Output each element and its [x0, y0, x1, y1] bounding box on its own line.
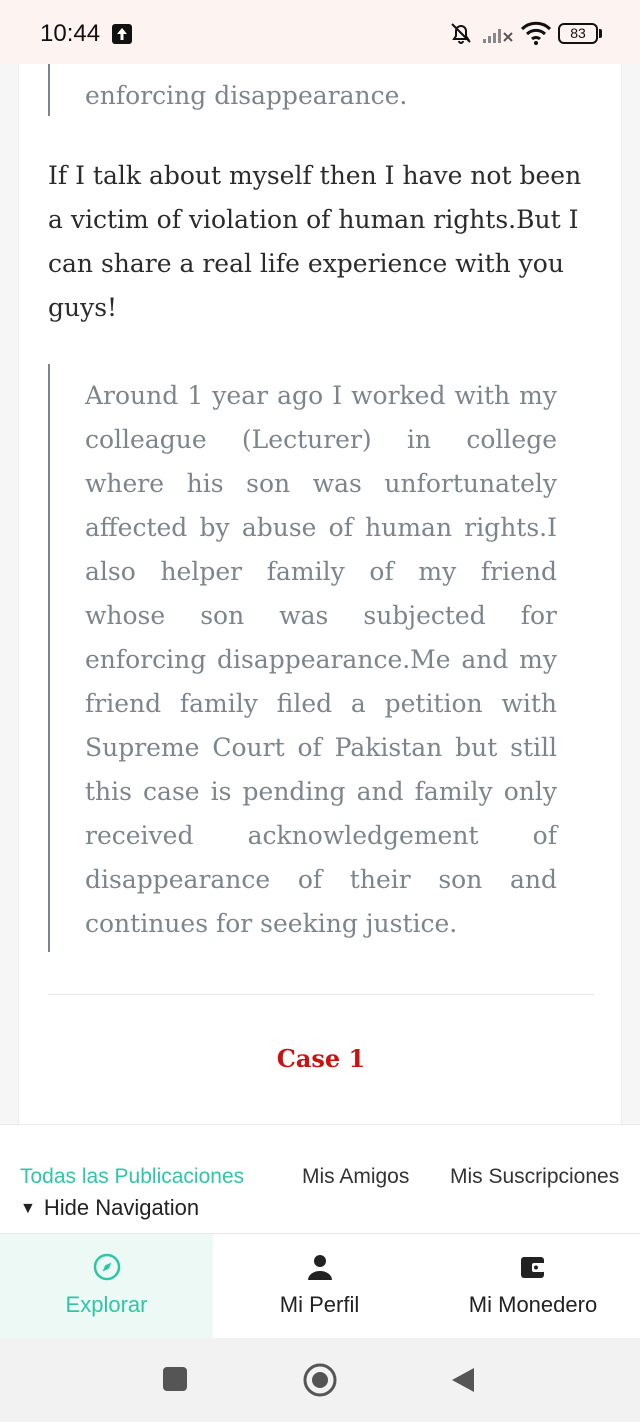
user-icon — [305, 1252, 335, 1287]
battery-level: 83 — [570, 25, 586, 41]
triangle-back-icon — [450, 1366, 476, 1394]
battery-nub — [599, 29, 602, 38]
quote-top-last-line: enforcing disappearance. — [85, 81, 408, 110]
bell-off-icon — [448, 20, 474, 51]
compass-icon — [92, 1252, 122, 1287]
wallet-icon — [518, 1252, 548, 1287]
feed-tabs — [0, 1159, 640, 1188]
signal-icon — [482, 24, 514, 49]
back-button[interactable] — [450, 1366, 476, 1399]
home-button[interactable] — [302, 1362, 338, 1403]
wifi-icon — [520, 21, 552, 50]
status-bar — [0, 0, 640, 64]
nav-explore[interactable] — [0, 1234, 213, 1340]
navigation-panel — [0, 1124, 640, 1338]
article-paragraph: If I talk about myself then I have not been a victim of violation of human rights.But I can share a real life experience with you guys! — [48, 161, 582, 322]
system-navigation-bar — [0, 1338, 640, 1422]
divider — [48, 994, 594, 995]
triangle-down-icon: ▼ — [20, 1200, 36, 1217]
hide-navigation-toggle[interactable] — [20, 1195, 199, 1221]
article-scroll-area[interactable] — [0, 64, 640, 1124]
tab-all-posts[interactable]: Todas las Publicaciones — [20, 1165, 245, 1188]
blockquote-main-text: Around 1 year ago I worked with my colleague (Lecturer) in college where his son was unfortunately affected by abuse of human rights.I also helper family of my friend whose son was subjected for enforcing disappearance.Me and my friend family filed a petition with Supreme Court of Pakistan but still this case is pending and family only received acknowledgement of disappearance of their son and continues for seeking justice. — [85, 381, 557, 938]
upload-icon — [112, 24, 132, 44]
tab-my-friends[interactable]: Mis Amigos — [302, 1165, 410, 1188]
article-card — [18, 54, 622, 1134]
nav-my-profile-label: Mi Perfil — [279, 1292, 360, 1317]
blockquote-main — [48, 364, 574, 952]
circle-icon — [302, 1362, 338, 1398]
tab-my-subscriptions[interactable]: Mis Suscripciones — [450, 1165, 620, 1188]
recents-button[interactable] — [162, 1366, 188, 1397]
battery-icon — [558, 23, 598, 44]
nav-explore-label: Explorar — [65, 1292, 148, 1317]
nav-my-wallet[interactable] — [426, 1234, 640, 1340]
hide-navigation-label: Hide Navigation — [43, 1195, 200, 1220]
nav-my-profile[interactable] — [213, 1234, 426, 1340]
square-icon — [162, 1366, 188, 1392]
status-time: 10:44 — [40, 20, 101, 47]
bottom-nav — [0, 1233, 640, 1339]
case-heading: Case 1 — [276, 1044, 366, 1073]
nav-my-wallet-label: Mi Monedero — [468, 1292, 598, 1317]
